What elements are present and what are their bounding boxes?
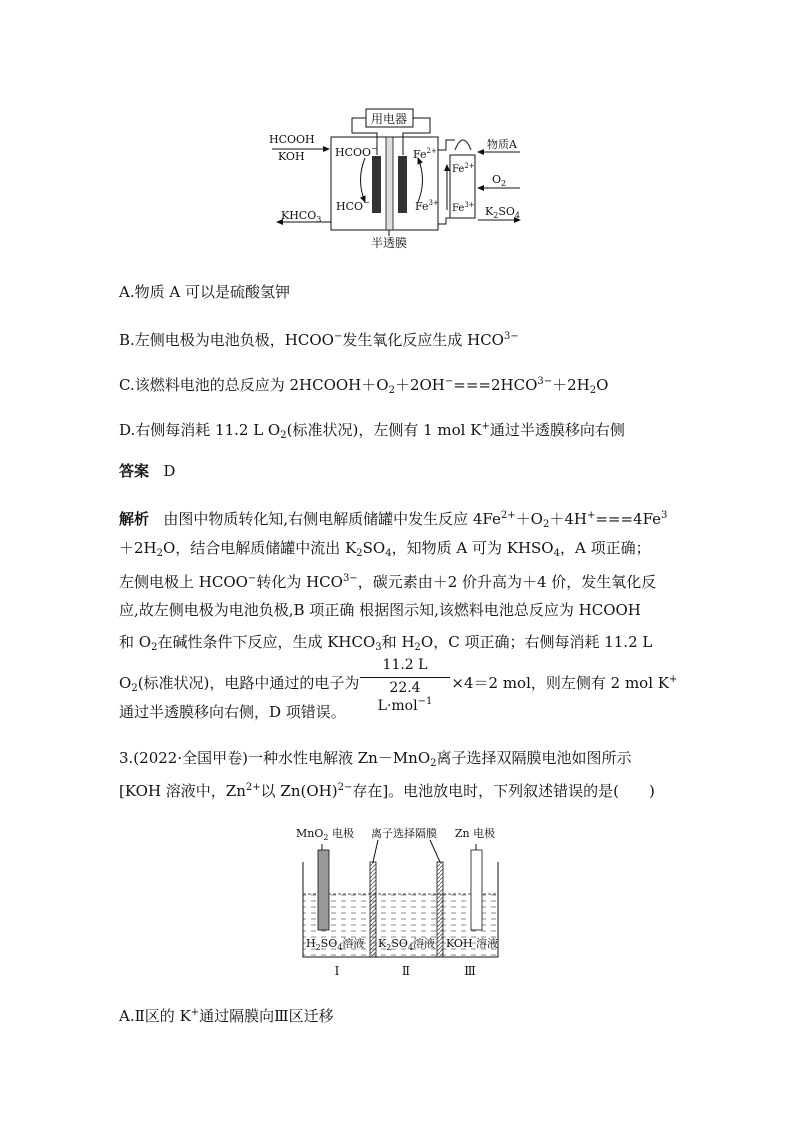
semi-permeable-membrane: [386, 137, 393, 230]
answer-label: 答案: [119, 462, 150, 480]
k2so4-label: $K_2SO_4$: [485, 205, 520, 220]
mno2-electrode-label: MnO$_2$ 电极: [296, 827, 354, 842]
fe3-tank-label: $Fe^{3+}$: [452, 201, 475, 214]
membrane-leader-right: [430, 840, 440, 862]
pipe-top: [438, 140, 455, 150]
fe3-label: $Fe^{3+}$: [415, 199, 439, 213]
right-electrode: [398, 156, 407, 213]
pump-dome: [455, 140, 471, 150]
answer: [119, 461, 175, 481]
answer-value: D: [163, 462, 176, 480]
region-2-label: Ⅱ: [401, 964, 411, 978]
analysis-label: 解析: [119, 510, 150, 528]
k2so4-label: $K_2SO_4$溶液: [378, 937, 435, 952]
right-curve-arrow: [418, 158, 423, 202]
koh-label: KOH 溶液: [446, 937, 499, 950]
fraction-denominator: 22.4 L·mol$^{-1}$: [377, 680, 433, 714]
pipe-bottom: [438, 218, 450, 224]
analysis-line-7: 通过半透膜移向右侧，D 项错误。: [119, 703, 346, 721]
analysis-line-2: $+2H_2O$，结合电解质储罐中流出 $K_2SO_4$，知物质 A 可为 $KHSO_4$，A 项正确；: [119, 539, 651, 559]
option-d: D.右侧每消耗 11.2 L $O_2$(标准状况)，左侧有 1 mol K+通过半透膜移向右侧: [119, 421, 625, 441]
fraction-bar: [360, 677, 450, 678]
membrane-label: 离子选择隔膜: [371, 827, 437, 840]
membrane-leader-left: [373, 840, 378, 862]
option-c: C.该燃料电池的总反应为 $2HCOOH+O_2+2OH^-===2HCO^{3-}+2H_2O$: [119, 376, 609, 396]
option-b: B.左侧电极为电池负极，HCOO−发生氧化反应生成 $HCO^{3-}$: [119, 331, 519, 349]
region-1-label: Ⅰ: [334, 964, 340, 978]
analysis-line-3: 左侧电极上 HCOO−转化为 $HCO^{3-}$，碳元素由＋2 价升高为＋4 价，发生氧化反: [119, 573, 657, 591]
electron-fraction: [360, 657, 450, 714]
khco3-label: $KHCO_3$: [281, 209, 322, 224]
option-a: A.物质 A 可以是硫酸氢钾: [119, 283, 290, 301]
analysis-line-6: $O_2$(标准状况)，电路中通过的电子为 ×4＝2 mol，则左侧有 2 mol K+: [119, 674, 678, 694]
o2-label: $O_2$: [492, 173, 507, 188]
appliance-label: 用电器: [370, 112, 408, 126]
hcoo-label: HCOO−: [335, 144, 378, 159]
fe2-label: $Fe^{2+}$: [413, 147, 437, 161]
analysis-line-1: 解析 由图中物质转化知,右侧电解质储罐中发生反应 $4Fe^{2+}+O_2+4H^+===4Fe^3$: [119, 510, 668, 530]
mno2-electrode: [318, 850, 329, 930]
fuel-cell-diagram: [0, 0, 794, 260]
h2so4-label: $H_2SO_4$溶液: [306, 937, 365, 952]
q3-option-a: A.Ⅱ区的 K+通过隔膜向Ⅲ区迁移: [119, 1007, 334, 1025]
battery-diagram: [0, 820, 794, 990]
q3-stem-line-2: [KOH 溶液中，$Zn^{2+}$以 Zn(OH)$^{2-}$存在]。电池放电时，下列叙述错误的是( ): [119, 782, 655, 800]
region-3-label: Ⅲ: [464, 964, 476, 978]
fraction-numerator: 11.2 L: [382, 657, 428, 673]
left-electrode: [372, 156, 381, 213]
koh-label: KOH: [278, 150, 305, 163]
zn-electrode: [471, 850, 482, 930]
membrane-right: [437, 862, 443, 957]
analysis-line-5: 和 $O_2$在碱性条件下反应，生成 $KHCO_3$和 $H_2O$，C 项正确；右侧每消耗 11.2 L: [119, 633, 653, 653]
q3-stem-line-1: 3.(2022·全国甲卷)一种水性电解液 Zn－MnO$_2$离子选择双隔膜电池如图所示: [119, 749, 632, 769]
analysis-line-4: 应,故左侧电极为电池负极,B 项正确 根据图示知,该燃料电池总反应为 HCOOH: [119, 601, 641, 619]
zn-electrode-label: Zn 电极: [454, 827, 496, 840]
membrane-left: [370, 862, 376, 957]
membrane-label: 半透膜: [370, 236, 408, 250]
hco3-label: HCO−: [336, 198, 370, 213]
hcooh-label: HCOOH: [269, 133, 315, 146]
fe2-tank-label: $Fe^{2+}$: [452, 162, 475, 175]
substance-a-label: 物质A: [487, 138, 517, 151]
left-curve-arrow: [361, 158, 366, 202]
